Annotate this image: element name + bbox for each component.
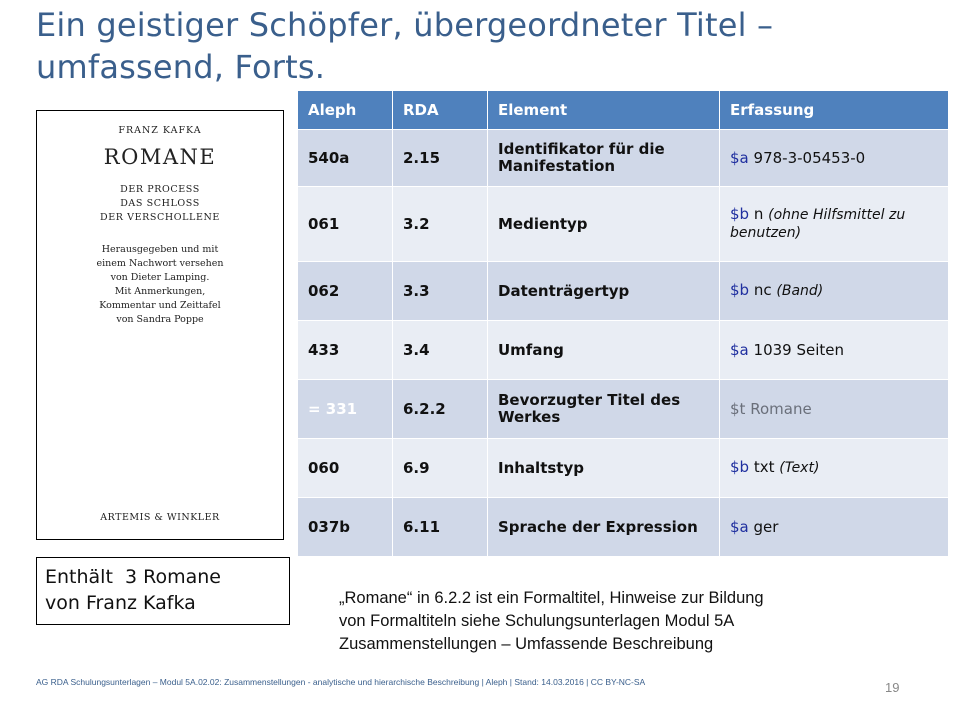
cover-publisher: ARTEMIS & WINKLER xyxy=(100,512,220,523)
note-line-1: Enthält 3 Romane xyxy=(45,566,221,588)
field-value: txt xyxy=(753,458,775,476)
remark-line-3: Zusammenstellungen – Umfassende Beschreibung xyxy=(339,635,714,653)
cell-element: Identifikator für die Manifestation xyxy=(488,130,720,187)
cell-erfassung xyxy=(720,439,949,498)
cataloging-table xyxy=(297,90,949,557)
field-value: Romane xyxy=(750,399,812,418)
cover-author: FRANZ KAFKA xyxy=(118,125,202,136)
field-value: n xyxy=(753,205,764,223)
field-value: 978-3-05453-0 xyxy=(753,148,866,167)
slide-title-line-2: umfassend, Forts. xyxy=(36,48,326,86)
cover-works xyxy=(37,183,283,225)
header-aleph: Aleph xyxy=(298,91,393,130)
cell-erfassung xyxy=(720,130,949,187)
header-erfassung: Erfassung xyxy=(720,91,949,130)
cell-element: Medientyp xyxy=(488,187,720,262)
table-row xyxy=(298,187,949,262)
cell-aleph: 061 xyxy=(298,187,393,262)
slide-footer: AG RDA Schulungsunterlagen – Modul 5A.02.02: Zusammenstellungen - analytische und hierarchische Beschreibung | Aleph | Stand: 14.03.2016 | CC BY-NC-SA xyxy=(36,677,646,687)
field-value: 1039 Seiten xyxy=(753,340,845,359)
cell-erfassung xyxy=(720,498,949,557)
table-header-row xyxy=(298,91,949,130)
book-cover-image xyxy=(36,110,284,540)
cell-element: Datenträgertyp xyxy=(488,262,720,321)
cover-editor-line: von Sandra Poppe xyxy=(116,314,204,325)
cover-editor-line: Mit Anmerkungen, xyxy=(114,286,206,297)
cell-rda: 6.9 xyxy=(393,439,488,498)
cover-editor-line: Kommentar und Zeittafel xyxy=(99,300,221,311)
cell-element: Umfang xyxy=(488,321,720,380)
cell-aleph: 037b xyxy=(298,498,393,557)
cell-aleph: 433 xyxy=(298,321,393,380)
remark-line-2: von Formaltiteln siehe Schulungsunterlagen Modul 5A xyxy=(339,612,735,630)
cell-erfassung xyxy=(720,187,949,262)
note-line-2: von Franz Kafka xyxy=(45,592,196,614)
cell-aleph: = 331 xyxy=(298,380,393,439)
cell-erfassung xyxy=(720,262,949,321)
cover-editor-line: von Dieter Lamping. xyxy=(110,272,210,283)
subfield-code: $b xyxy=(730,281,750,299)
field-value: nc xyxy=(753,281,772,299)
header-element: Element xyxy=(488,91,720,130)
cell-rda: 3.4 xyxy=(393,321,488,380)
remark-line-1: „Romane“ in 6.2.2 ist ein Formaltitel, Hinweise zur Bildung xyxy=(339,589,764,607)
table-row xyxy=(298,498,949,557)
table-row xyxy=(298,130,949,187)
table-row xyxy=(298,380,949,439)
cover-editor-line: einem Nachwort versehen xyxy=(96,258,224,269)
cell-erfassung xyxy=(720,321,949,380)
cell-element: Sprache der Expression xyxy=(488,498,720,557)
cell-aleph: 060 xyxy=(298,439,393,498)
table-row xyxy=(298,321,949,380)
subfield-code: $b xyxy=(730,458,750,476)
slide-title-line-1: Ein geistiger Schöpfer, übergeordneter Titel – xyxy=(36,6,774,44)
formal-title-remark xyxy=(339,587,919,656)
subfield-code: $t xyxy=(730,399,746,418)
contents-note-box xyxy=(36,557,290,625)
cell-erfassung xyxy=(720,380,949,439)
subfield-code: $a xyxy=(730,340,749,359)
cell-rda: 6.11 xyxy=(393,498,488,557)
table-row xyxy=(298,439,949,498)
cover-work: DER VERSCHOLLENE xyxy=(100,212,220,223)
cover-editor-line: Herausgegeben und mit xyxy=(101,244,219,255)
cell-element: Inhaltstyp xyxy=(488,439,720,498)
field-note: (ohne Hilfsmittel zu benutzen) xyxy=(730,207,906,241)
cell-aleph: 540a xyxy=(298,130,393,187)
field-note: (Band) xyxy=(776,283,824,299)
cell-aleph: 062 xyxy=(298,262,393,321)
cover-work: DER PROCESS xyxy=(120,184,200,195)
cell-element: Bevorzugter Titel des Werkes xyxy=(488,380,720,439)
slide-title xyxy=(36,4,936,88)
page-number: 19 xyxy=(885,680,900,695)
cell-rda: 6.2.2 xyxy=(393,380,488,439)
cell-rda: 3.3 xyxy=(393,262,488,321)
header-rda: RDA xyxy=(393,91,488,130)
cover-editors xyxy=(37,243,283,327)
field-note: (Text) xyxy=(779,460,820,476)
field-value: ger xyxy=(753,517,779,536)
table-row xyxy=(298,262,949,321)
subfield-code: $a xyxy=(730,148,749,167)
cell-rda: 3.2 xyxy=(393,187,488,262)
cell-rda: 2.15 xyxy=(393,130,488,187)
subfield-code: $a xyxy=(730,517,749,536)
cover-work: DAS SCHLOSS xyxy=(120,198,200,209)
subfield-code: $b xyxy=(730,205,750,223)
cover-title: ROMANE xyxy=(103,145,217,169)
